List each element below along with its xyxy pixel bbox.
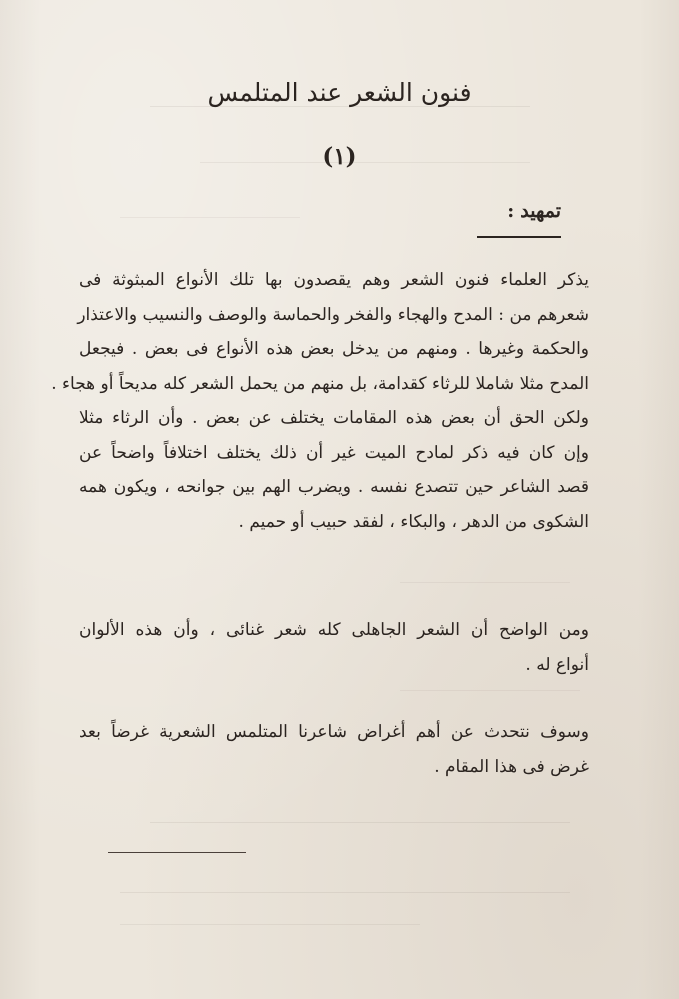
show-through-mark xyxy=(150,810,570,823)
text-line: غرض فى هذا المقام . xyxy=(434,756,589,777)
section-heading xyxy=(507,200,561,222)
paragraph-plan xyxy=(79,715,589,784)
section-heading-colon: : xyxy=(507,200,515,222)
text-line: أنواع له . xyxy=(525,654,589,675)
show-through-mark xyxy=(400,572,570,583)
show-through-mark xyxy=(120,880,570,893)
footnote-rule xyxy=(108,852,246,853)
text-line: وإن كان فيه ذكر لمادح الميت غير أن ذلك يختلف اختلافاً واضحاً عن xyxy=(79,442,589,463)
section-heading-text: تمهيد xyxy=(520,200,561,222)
paragraph-lyric xyxy=(79,613,589,682)
text-line: ولكن الحق أن بعض هذه المقامات يختلف عن بعض . وأن الرثاء مثلا xyxy=(79,408,589,428)
paragraph-intro xyxy=(51,263,589,539)
page-title: فنون الشعر عند المتلمس xyxy=(207,78,472,107)
text-line: الشكوى من الدهر ، والبكاء ، لفقد حبيب أو حميم . xyxy=(238,511,589,532)
text-line: ومن الواضح أن الشعر الجاهلى كله شعر غنائى ، وأن هذه الألوان xyxy=(79,620,589,640)
text-line: وسوف نتحدث عن أهم أغراض شاعرنا المتلمس الشعرية غرضاً بعد xyxy=(79,722,589,742)
text-line: المدح مثلا شاملا للرثاء كقدامة، بل منهم من يحمل الشعر كله مديحاً أو هجاء . xyxy=(51,373,589,394)
text-line: شعرهم من : المدح والهجاء والفخر والحماسة والوصف والنسيب والاعتذار xyxy=(77,304,589,325)
text-line: والحكمة وغيرها . ومنهم من يدخل بعض هذه الأنواع فى بعض . فيجعل xyxy=(79,339,589,359)
show-through-mark xyxy=(120,912,420,925)
text-line: قصد الشاعر حين تتصدع نفسه . ويضرب الهم بين جوانحه ، ويكون همه xyxy=(79,477,589,497)
text-line: يذكر العلماء فنون الشعر وهم يقصدون بها تلك الأنواع المبثوثة فى xyxy=(79,270,589,290)
show-through-mark xyxy=(120,205,300,218)
heading-underline xyxy=(477,236,561,238)
section-number: (١) xyxy=(322,143,357,170)
